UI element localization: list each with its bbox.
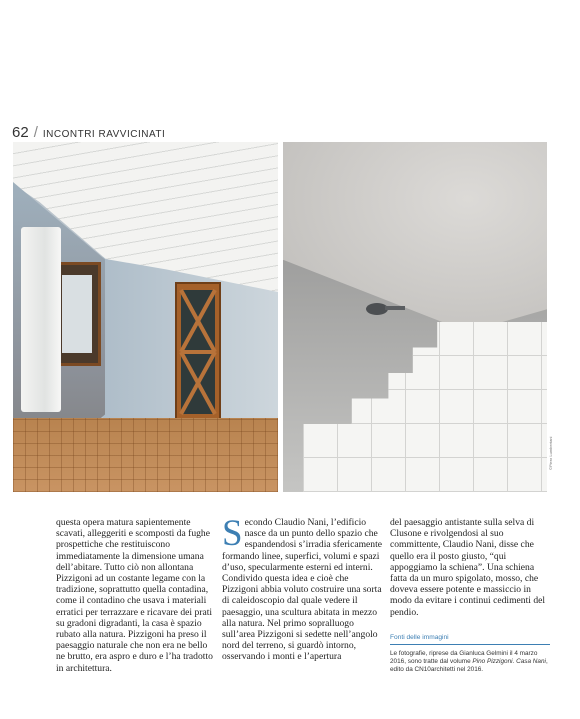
photo-shower-stairs	[283, 142, 547, 492]
sources-text-part: Le fotografie, riprese da Gianluca Gelmini il 4 marzo 2016, sono tratte dal volume	[390, 650, 538, 665]
header-separator: /	[33, 124, 38, 141]
page-number: 62	[12, 124, 29, 141]
text-column-3	[390, 517, 552, 618]
paragraph: questa opera matura sapientemente scavati, alleggeriti e scomposti da fughe prospettiche che restituiscono immediatamente la dimensione umana dell’abitare. Tutto ciò non allontana Pizzigoni ad un costante legame con la tradizione, soprattutto quella contadina, come il contadino che usava i materiali erratici per terrazzare e ricavare dei prati su gradoni digradanti, la casa è spazio rubato alla natura. Pizzigoni ha preso il paesaggio naturale che non era ne bello ne brutto, era aspro e duro e l’ha tradotto in architettura.	[56, 517, 213, 674]
sources-text-part: , edito da CN10architetti nel 2016.	[390, 657, 548, 673]
curtain	[21, 227, 61, 412]
paragraph: econdo Claudio Nani, l’edificio nasce da un punto dello spazio che espandendosi s’irradia sfericamente formando linee, superfici, volumi e spazi d’uso, specularmente esterni ed interni. Condivido questa idea e cioè che Pizzigoni abbia voluto costruire una sorta di caleidoscopio dal quale vedere il paesaggio, una scultura abitata in mezzo alla natura. Nel primo sopralluogo sull’area Pizzigoni si sedette nell’angolo nord del terreno, si guardò intorno, osservando i monti e l’apertura	[222, 517, 383, 663]
shower-head-icon	[363, 297, 407, 319]
text-column-1	[56, 517, 218, 674]
text-column-2	[222, 513, 384, 663]
section-title: INCONTRI RAVVICINATI	[42, 129, 166, 140]
drop-cap: S	[222, 513, 243, 554]
sources-text	[390, 650, 550, 673]
sources-title: Fonti delle immagini	[390, 634, 550, 645]
book-title: Pino Pizzigoni. Casa Nani	[472, 657, 546, 665]
wooden-door	[175, 282, 221, 422]
page-header	[12, 124, 165, 141]
parquet-floor	[13, 418, 278, 492]
photo-interior-room	[13, 142, 278, 492]
photo-credit: ©Piero Lumbertani	[548, 436, 553, 470]
paragraph: del paesaggio antistante sulla selva di Clusone e rivolgendosi al suo committente, Claudio Nani, disse che quello era il posto giusto, “qui appoggiamo la schiena”. Una schiena fatta da un muro spigolato, mosso, che doveva essere potente e massiccio in modo da evitare i continui cedimenti del pendio.	[390, 517, 546, 618]
image-sources-box	[390, 634, 550, 673]
